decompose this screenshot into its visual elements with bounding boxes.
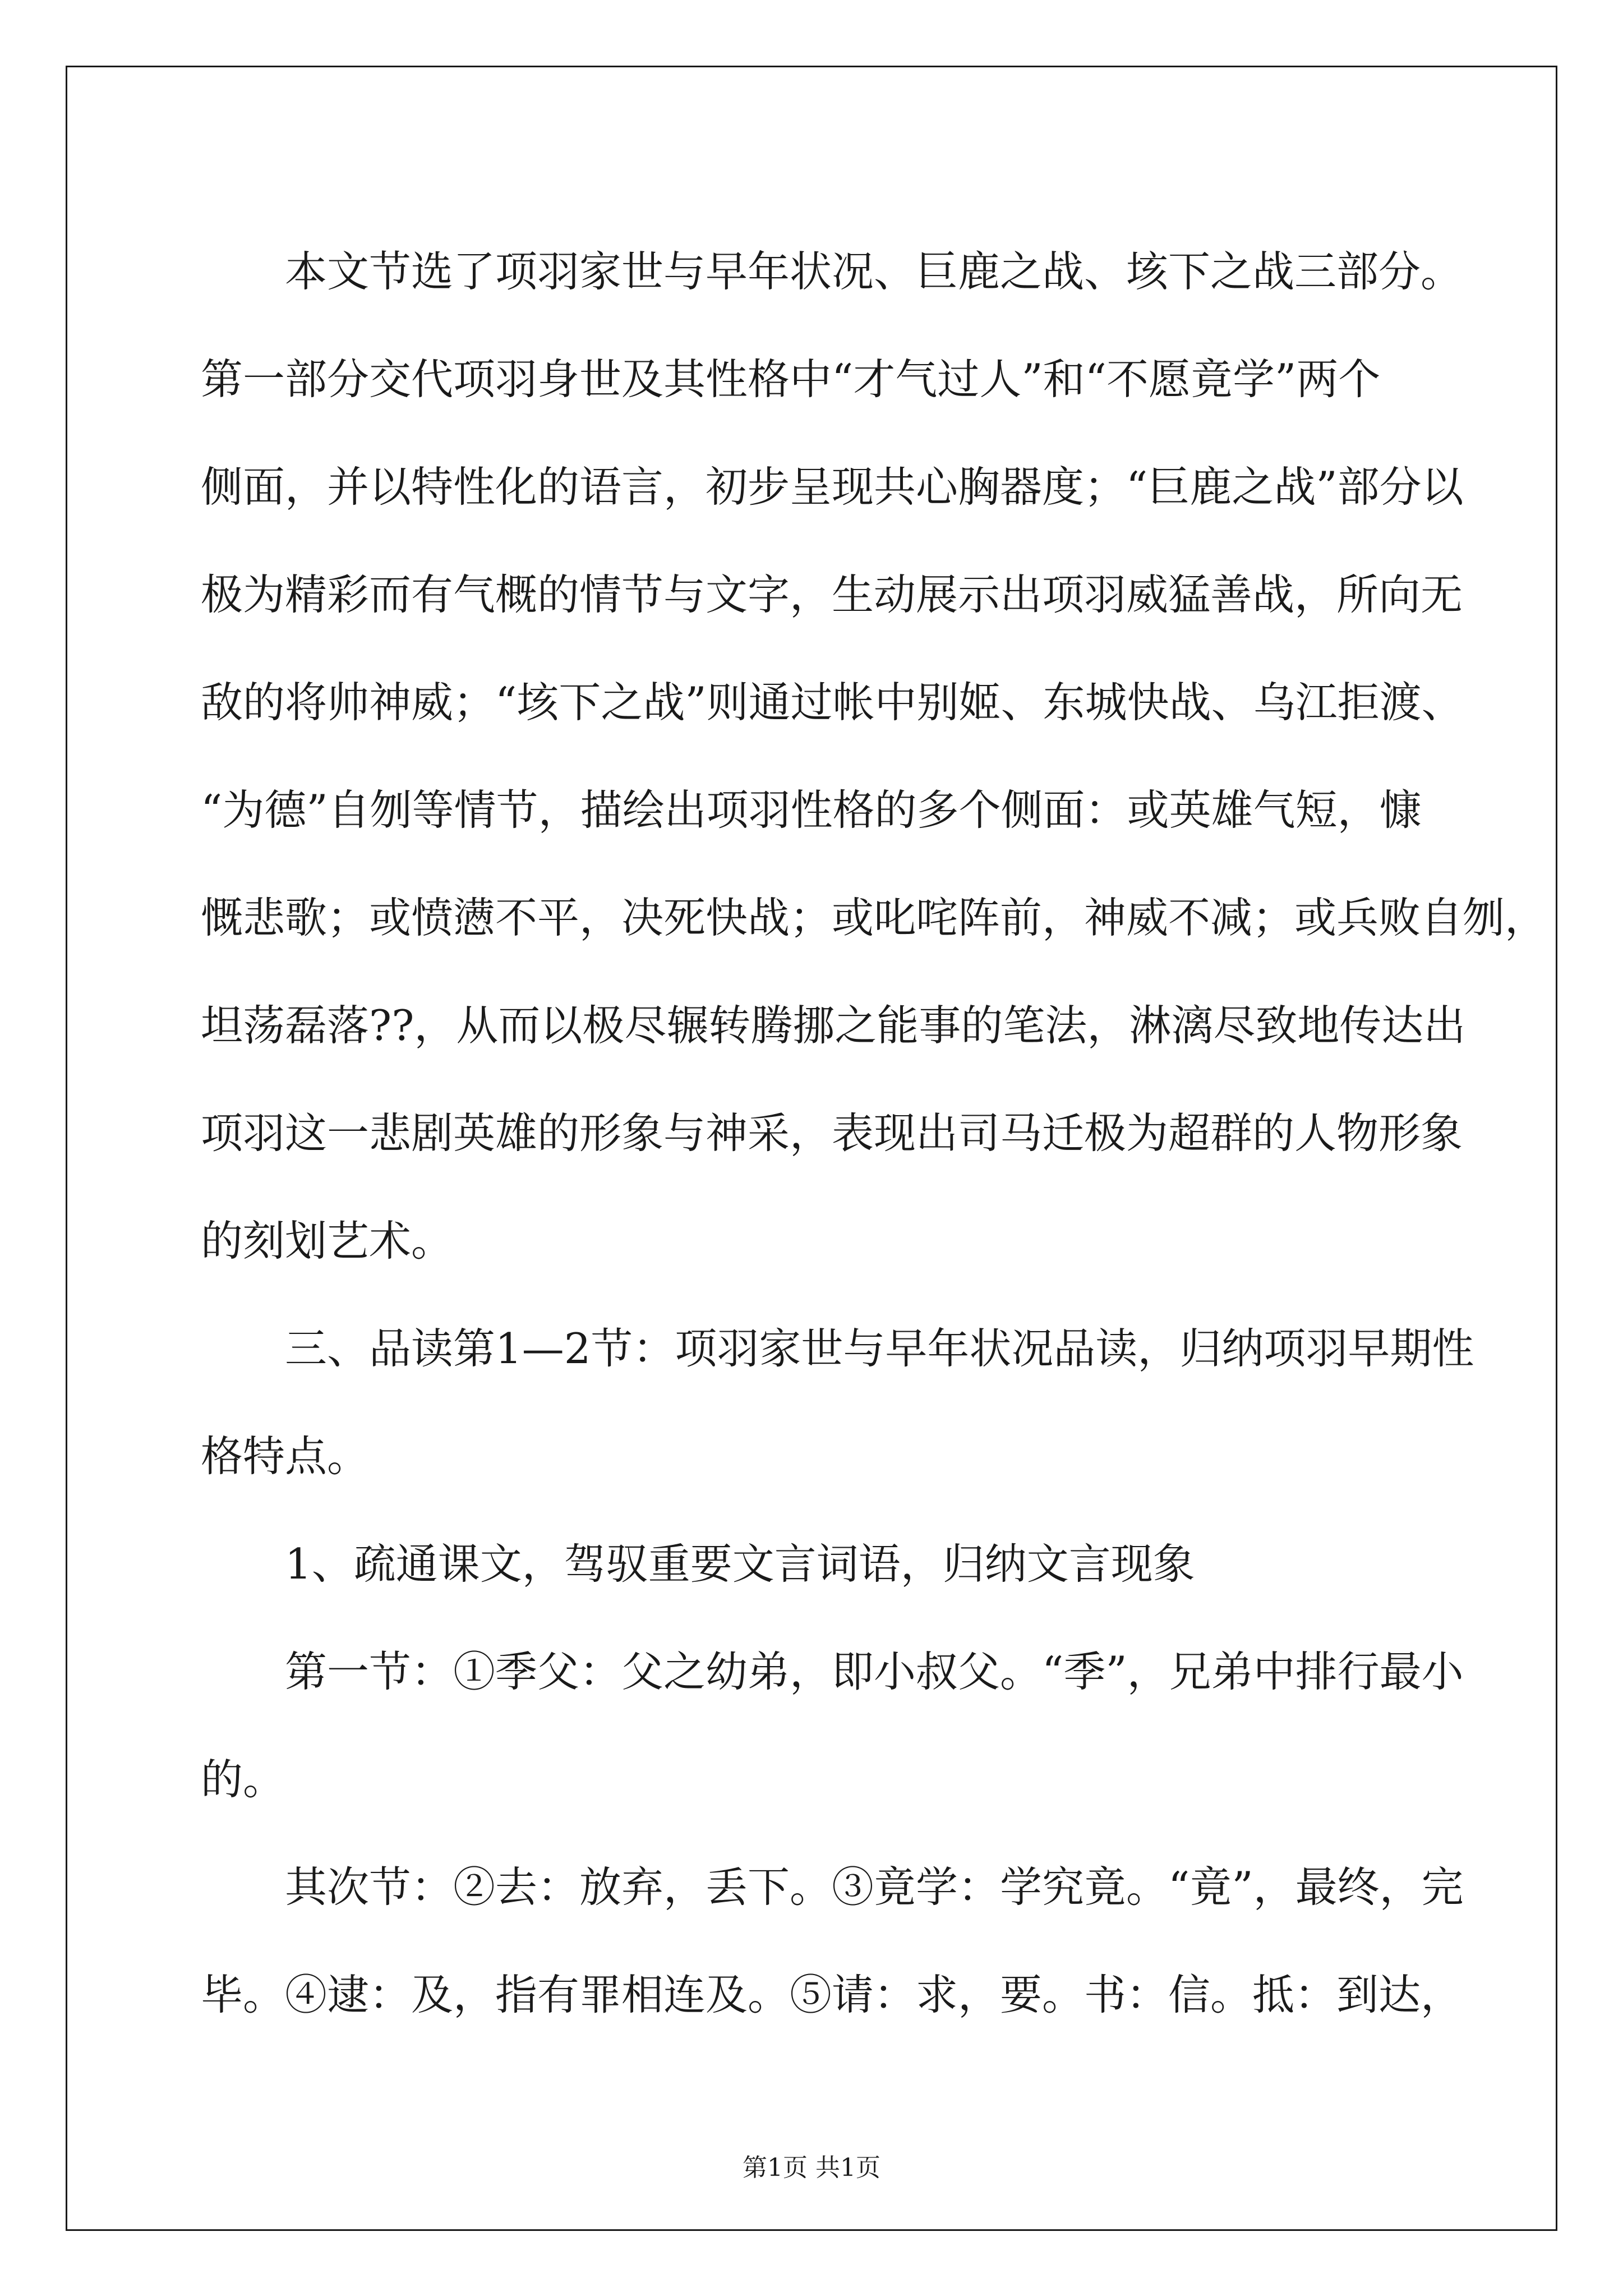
- text-line: 的刻划艺术。: [201, 1216, 454, 1266]
- paragraph-1: [201, 218, 1547, 1295]
- text-line: 敌的将帅神威；“垓下之战”则通过帐中别姬、东城快战、乌江拒渡、: [201, 678, 1464, 727]
- text-line: 坦荡磊落??，从而以极尽辗转腾挪之能事的笔法，淋漓尽致地传达出: [201, 1001, 1466, 1050]
- text-line: 其次节：②去：放弃，丢下。③竟学：学究竟。“竟”，最终，完: [285, 1862, 1464, 1912]
- paragraph-3: [201, 1510, 1435, 1618]
- page-footer: [0, 2151, 1623, 2185]
- text-line: 第一节：①季父：父之幼弟，即小叔父。“季”，兄弟中排行最小: [285, 1647, 1464, 1696]
- text-line: 项羽这一悲剧英雄的形象与神采，表现出司马迁极为超群的人物形象: [201, 1108, 1463, 1158]
- text-line: 极为精彩而有气概的情节与文字，生动展示出项羽威猛善战，所向无: [201, 570, 1463, 619]
- paragraph-2: [201, 1295, 1474, 1510]
- text-line: 的。: [201, 1755, 285, 1804]
- text-line: 毕。④逮：及，指有罪相连及。⑤请：求，要。书：信。抵：到达，: [201, 1970, 1463, 2019]
- paragraph-5: [201, 1833, 1464, 2049]
- text-line: 慨悲歌；或愤懑不平，决死快战；或叱咤阵前，神威不减；或兵败自刎，: [201, 893, 1547, 942]
- document-body: [201, 218, 1547, 2049]
- text-line: 1、疏通课文，驾驭重要文言词语，归纳文言现象: [285, 1539, 1195, 1589]
- text-line: 格特点。: [201, 1432, 370, 1481]
- text-line: “为德”自刎等情节，描绘出项羽性格的多个侧面：或英雄气短，慷: [201, 785, 1422, 835]
- text-line: 三、品读第1—2节：项羽家世与早年状况品读，归纳项羽早期性: [285, 1324, 1474, 1373]
- text-line: 第一部分交代项羽身世及其性格中“才气过人”和“不愿竟学”两个: [201, 355, 1381, 404]
- page-number: 第1页 共1页: [743, 2154, 880, 2182]
- text-line: 侧面，并以特性化的语言，初步呈现共心胸器度；“巨鹿之战”部分以: [201, 462, 1464, 512]
- paragraph-4: [201, 1618, 1464, 1833]
- text-line: 本文节选了项羽家世与早年状况、巨鹿之战、垓下之战三部分。: [285, 247, 1463, 296]
